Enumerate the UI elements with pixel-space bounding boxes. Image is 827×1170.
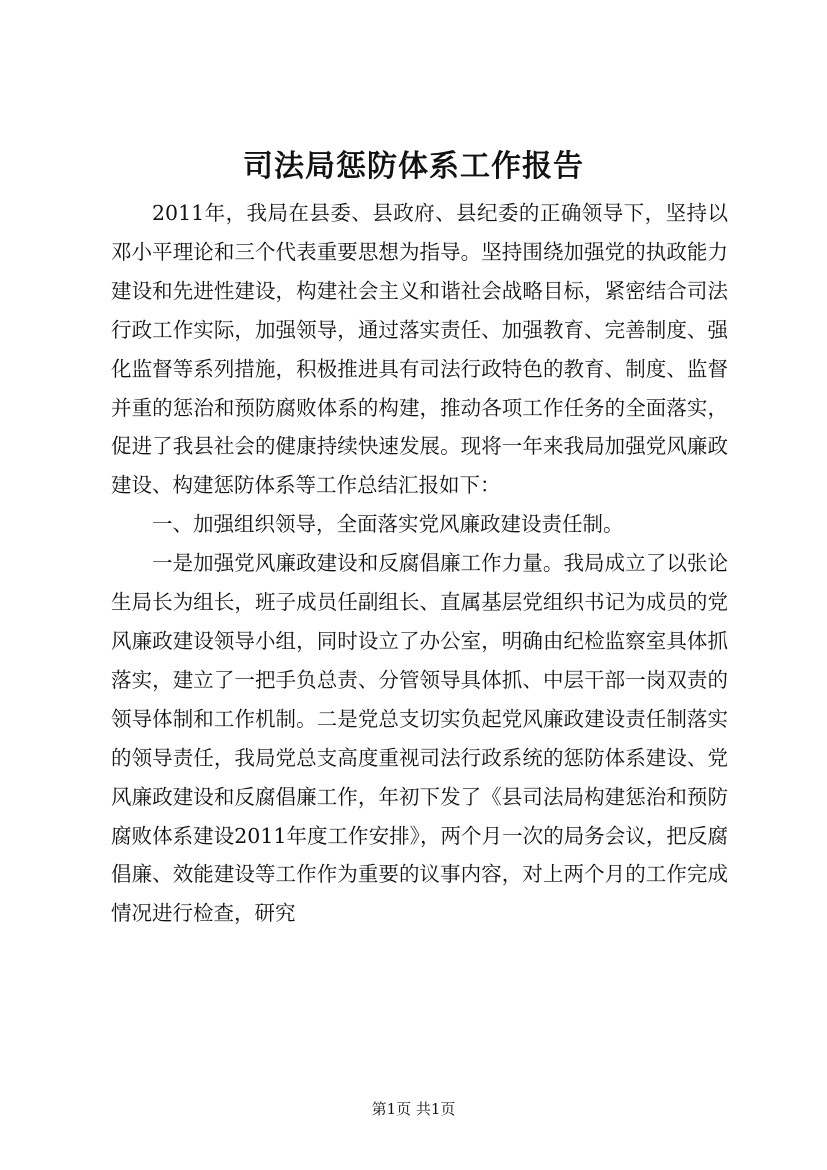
document-body — [111, 194, 728, 933]
document-title: 司法局惩防体系工作报告 — [243, 149, 584, 184]
paragraph-intro: 2011年，我局在县委、县政府、县纪委的正确领导下，坚持以邓小平理论和三个代表重要思想为指导。坚持围绕加强党的执政能力建设和先进性建设，构建社会主义和谐社会战略目标，紧密结合司法行政工作实际，加强领导，通过落实责任、加强教育、完善制度、强化监督等系列措施，积极推进具有司法行政特色的教育、制度、监督并重的惩治和预防腐败体系的构建，推动各项工作任务的全面落实，促进了我县社会的健康持续快速发展。现将一年来我局加强党风廉政建设、构建惩防体系等工作总结汇报如下： — [111, 201, 728, 498]
paragraph-section-heading: 一、加强组织领导，全面落实党风廉政建设责任制。 — [152, 512, 624, 537]
page-number-footer: 第1页 共1页 — [371, 1100, 456, 1118]
paragraph-section-body: 一是加强党风廉政建设和反腐倡廉工作力量。我局成立了以张论生局长为组长，班子成员任副组长、直属基层党组织书记为成员的党风廉政建设领导小组，同时设立了办公室，明确由纪检监察室具体抓落实，建立了一把手负总责、分管领导具体抓、中层干部一岗双责的领导体制和工作机制。二是党总支切实负起党风廉政建设责任制落实的领导责任，我局党总支高度重视司法行政系统的惩防体系建设、党风廉政建设和反腐倡廉工作，年初下发了《县司法局构建惩治和预防腐败体系建设2011年度工作安排》，两个月一次的局务会议，把反腐倡廉、效能建设等工作作为重要的议事内容，对上两个月的工作完成情况进行检查，研究 — [111, 551, 728, 926]
